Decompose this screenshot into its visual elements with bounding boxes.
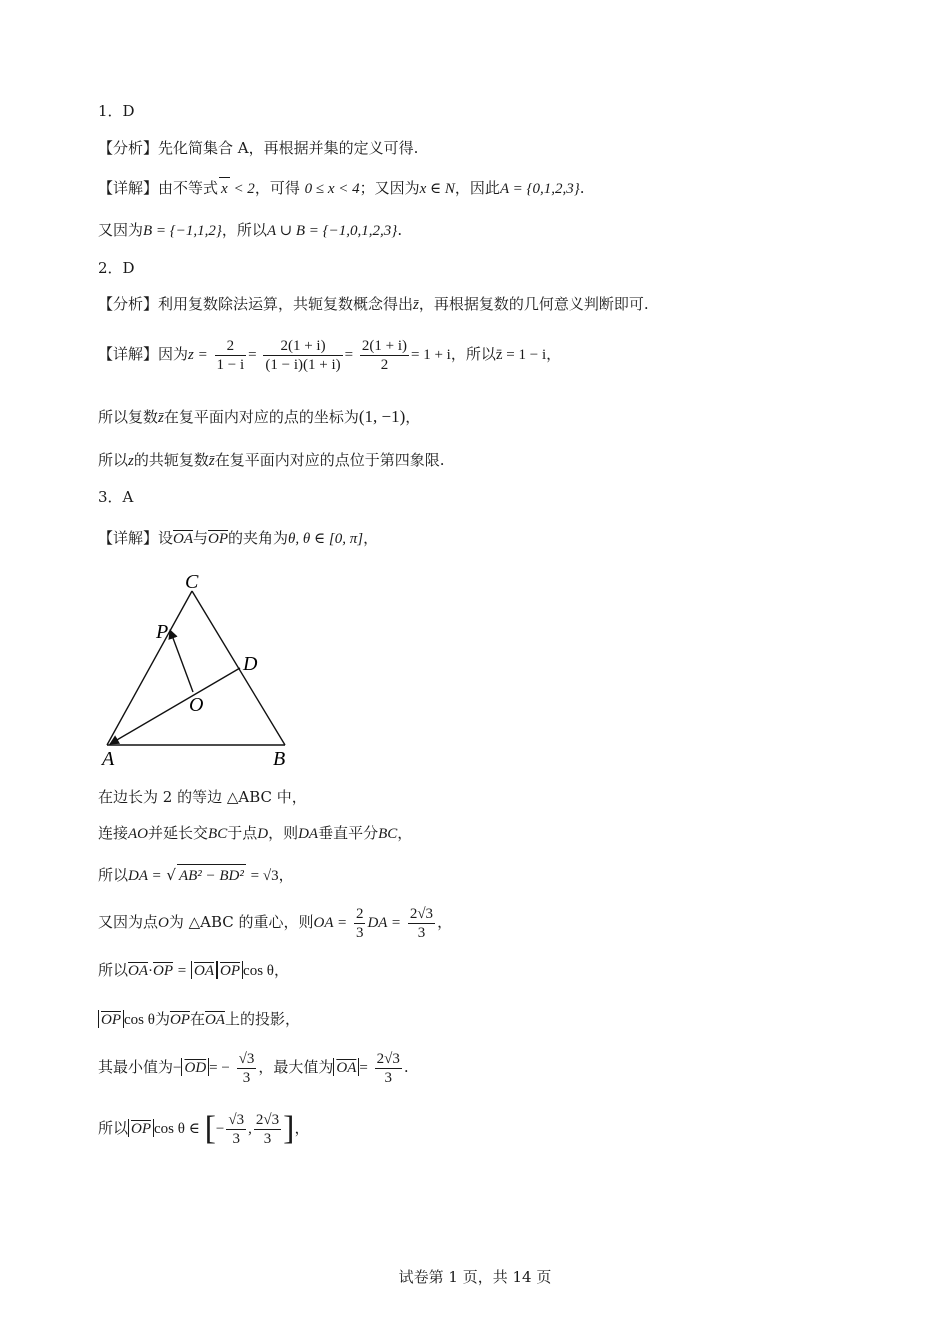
q1-ineq: < 2 (229, 181, 255, 197)
q2-coordinate-line: 所以复数z̄在复平面内对应的点的坐标为(1, −1)， (98, 407, 421, 426)
q1-number: 1．D (98, 102, 135, 120)
side-bc (192, 591, 285, 745)
label-o: O (189, 694, 204, 716)
q2-analysis: 【分析】利用复数除法运算，共轭复数概念得出z̄，再根据复数的几何意义判断即可. (98, 295, 649, 313)
q2-quadrant-line: 所以z的共轭复数z̄在复平面内对应的点位于第四象限. (98, 451, 445, 469)
q3-line-1: 在边长为 2 的等边 △ABC 中， (98, 788, 307, 806)
q1-union: A ∪ B = {−1,0,1,2,3} (266, 223, 398, 239)
q2-fraction-1: $\frac{2}{1 - i}$ (216, 337, 245, 373)
q2-zbar: z̄ (413, 297, 419, 313)
vector-oa: $\overline{OA}$ (173, 531, 194, 547)
q3-number: 3．A (98, 488, 134, 506)
label-d: D (243, 653, 258, 675)
q1-union-line: 又因为B = {−1,1,2}，所以A ∪ B = {−1,0,1,2,3}. (98, 221, 403, 239)
label-p: P (156, 621, 169, 643)
q1-sqrt-x: x (219, 177, 230, 200)
vector-op: $\overline{OP}$ (208, 531, 229, 547)
q1-set-a: A = {0,1,2,3} (499, 181, 580, 197)
q2-number: 2．D (98, 259, 135, 277)
q1-xn: x ∈ N (419, 181, 455, 197)
label-a: A (102, 748, 115, 770)
q2-detail-label: 【详解】因为 (98, 345, 189, 363)
q2-conjugate: z̄ = 1 − i (495, 347, 547, 363)
segment-ad (110, 668, 240, 744)
q3-line-4: 又因为点O为 △ABC 的重心，则OA = $\frac{2}{3}$ DA = $\frac{2√3}{3}$ ， (98, 905, 453, 941)
q3-line-8: 所以 $\overline{OP}$ cos θ ∈ [− $\frac{√3}{3}$ , $\frac{2√3}{3}$ ]， (98, 1110, 310, 1147)
label-c: C (185, 571, 199, 593)
q1-detail-line: 【详解】由不等式 x < 2，可得 0 ≤ x < 4；又因为x ∈ N，因此A = {0,1,2,3}. (98, 177, 584, 200)
q1-range: 0 ≤ x < 4 (304, 181, 360, 197)
q2-detail-line: 【详解】因为z = $\frac{2}{1 - i}$ = $\frac{2(1 + i)}{(1 - i)(1 + i)}$ = $\frac{2(1 + i)}{2}$ = 1 + i，所以z̄ = 1 − i， (98, 337, 562, 373)
q3-line-5: 所以$\overline{OA}\cdot\overline{OP} = \overline{OA}$ $\overline{OP}$ cos θ， (98, 961, 289, 979)
q3-line-3: 所以DA = √ AB² − BD² = √3， (98, 864, 294, 887)
q1-analysis: 【分析】先化简集合 A，再根据并集的定义可得. (98, 139, 419, 157)
q1-set-b: B = {−1,1,2} (143, 223, 222, 239)
label-b: B (273, 748, 286, 770)
q3-line-7: 其最小值为− $\overline{OD}$ = − $\frac{√3}{3}$ ，最大值为 $\overline{OA}$ = $\frac{2√3}{3}$ . (98, 1050, 409, 1086)
triangle-figure (95, 568, 305, 773)
q3-line-2: 连接AO并延长交BC于点D，则DA垂直平分BC， (98, 824, 413, 842)
segment-op (170, 630, 193, 692)
q3-line-6: $\overline{OP}$ cos θ为$\overline{OP}$在$\overline{OA}$上的投影， (98, 1008, 300, 1031)
q1-detail-label: 【详解】由不等式 (98, 179, 219, 197)
q2-fraction-2: $\frac{2(1 + i)}{(1 - i)(1 + i)}$ (265, 337, 341, 373)
q2-point: (1, −1) (358, 407, 406, 426)
page-footer: 试卷第 1 页，共 14 页 (398, 1268, 552, 1286)
q3-detail-line: 【详解】设$\overline{OA}$与$\overline{OP}$的夹角为θ, θ ∈ [0, π]， (98, 529, 379, 547)
q2-fraction-3: $\frac{2(1 + i)}{2}$ (361, 337, 408, 373)
side-ac (107, 591, 192, 745)
